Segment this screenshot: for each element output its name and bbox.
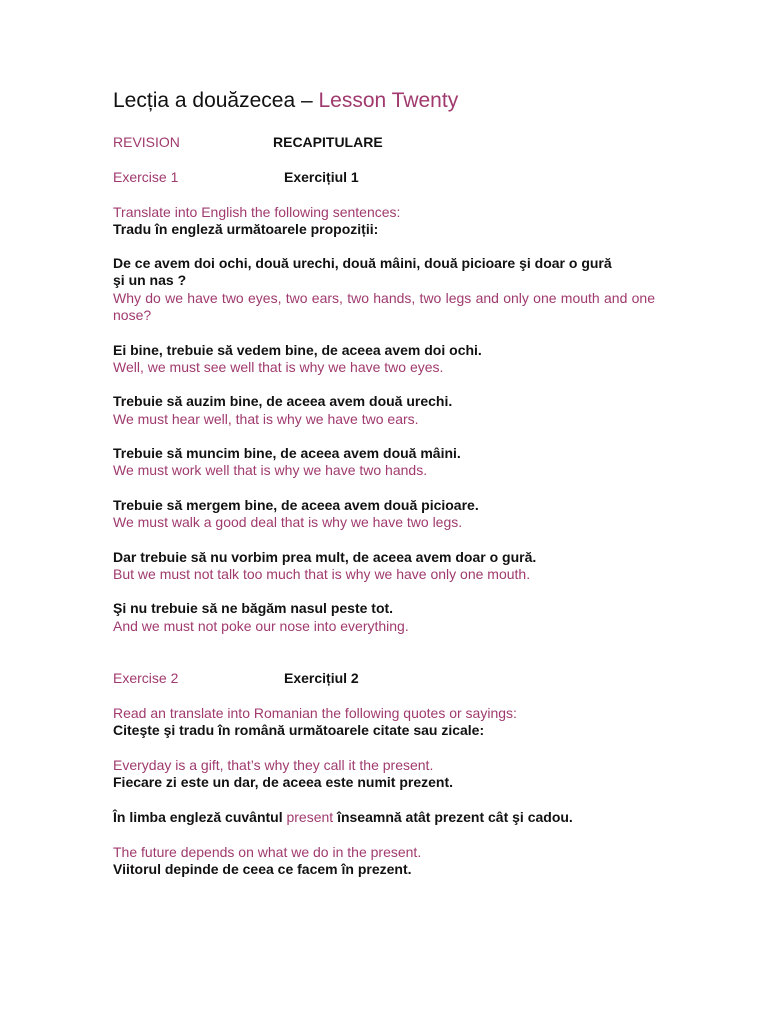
exercise1-instruction-en: Translate into English the following sentences: bbox=[113, 204, 401, 220]
quote1-en: Everyday is a gift, that’s why they call it the present. bbox=[113, 757, 434, 773]
sentence-ro-1b: şi un nas ? bbox=[113, 272, 187, 288]
sentence-en-4: We must work well that is why we have two hands. bbox=[113, 462, 428, 478]
present-note-before: În limba engleză cuvântul bbox=[113, 809, 287, 825]
exercise2-label-ro: Exercițiul 2 bbox=[284, 670, 359, 686]
quote2-ro: Viitorul depinde de ceea ce facem în prezent. bbox=[113, 861, 412, 877]
revision-label: REVISION bbox=[113, 134, 180, 150]
sentence-en-5: We must walk a good deal that is why we have two legs. bbox=[113, 514, 463, 530]
sentence-ro-5: Trebuie să mergem bine, de aceea avem două picioare. bbox=[113, 497, 479, 513]
present-note-after: înseamnă atât prezent cât şi cadou. bbox=[333, 809, 573, 825]
exercise2-label-en: Exercise 2 bbox=[113, 670, 179, 686]
sentence-ro-6: Dar trebuie să nu vorbim prea mult, de aceea avem doar o gură. bbox=[113, 549, 537, 565]
quote2-en: The future depends on what we do in the present. bbox=[113, 844, 422, 860]
sentence-en-2: Well, we must see well that is why we have two eyes. bbox=[113, 359, 444, 375]
exercise1-label-ro: Exercițiul 1 bbox=[284, 169, 359, 185]
sentence-ro-4: Trebuie să muncim bine, de aceea avem două mâini. bbox=[113, 445, 461, 461]
lesson-title-en: Lesson Twenty bbox=[318, 89, 459, 112]
sentence-en-6: But we must not talk too much that is why we have only one mouth. bbox=[113, 566, 531, 582]
exercise2-instruction-ro: Citeşte şi tradu în română următoarele citate sau zicale: bbox=[113, 722, 485, 738]
sentence-en-1: Why do we have two eyes, two ears, two hands, two legs and only one mouth and one nose? bbox=[113, 290, 655, 323]
exercise1-instruction-ro: Tradu în engleză următoarele propoziții: bbox=[113, 221, 379, 237]
revision-header bbox=[113, 134, 180, 151]
sentence-ro-3: Trebuie să auzim bine, de aceea avem două urechi. bbox=[113, 393, 453, 409]
sentence-en-7: And we must not poke our nose into everything. bbox=[113, 618, 409, 634]
present-note-word: present bbox=[286, 809, 334, 825]
lesson-title-ro: Lecția a douăzecea – bbox=[113, 89, 319, 112]
present-note bbox=[113, 809, 573, 826]
sentence-ro-2: Ei bine, trebuie să vedem bine, de aceea avem doi ochi. bbox=[113, 342, 482, 358]
sentence-en-3: We must hear well, that is why we have two ears. bbox=[113, 411, 419, 427]
exercise1-label-en: Exercise 1 bbox=[113, 169, 179, 185]
recapitulare-label: RECAPITULARE bbox=[273, 134, 383, 150]
lesson-title bbox=[113, 89, 458, 113]
sentence-ro-1a: De ce avem doi ochi, două urechi, două mâini, două picioare şi doar o gură bbox=[113, 255, 612, 271]
quote1-ro: Fiecare zi este un dar, de aceea este numit prezent. bbox=[113, 774, 454, 790]
sentence-ro-7: Şi nu trebuie să ne băgăm nasul peste tot. bbox=[113, 600, 394, 616]
exercise2-instruction-en: Read an translate into Romanian the following quotes or sayings: bbox=[113, 705, 517, 721]
